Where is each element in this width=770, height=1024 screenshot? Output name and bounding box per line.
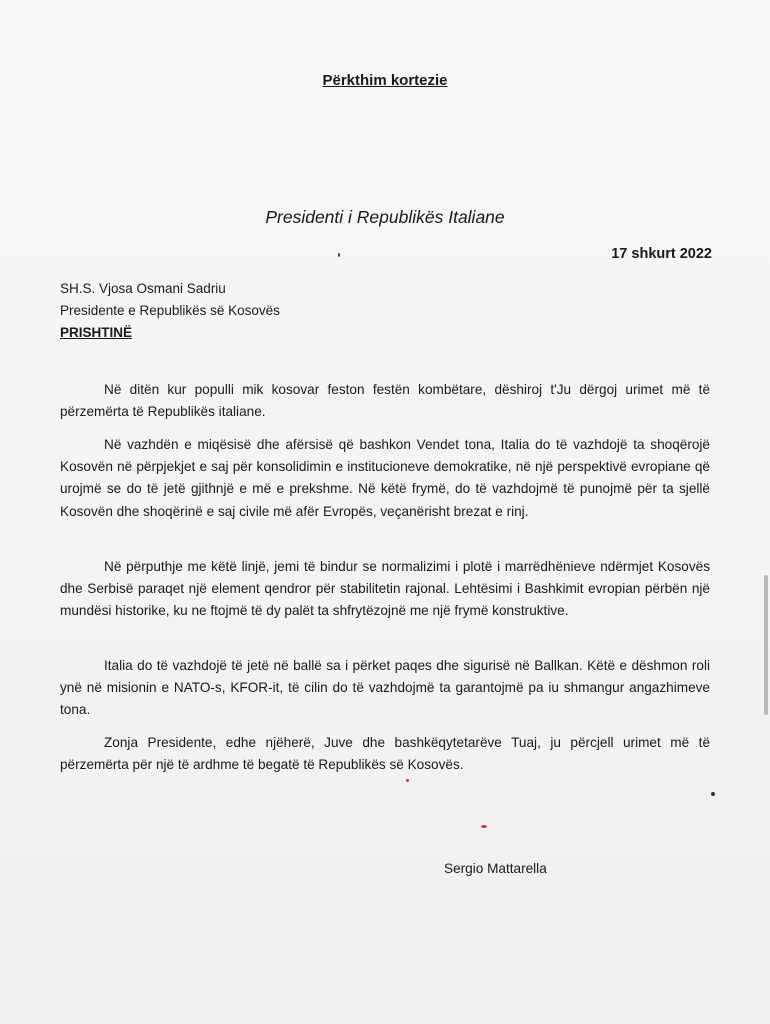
ink-dot — [711, 792, 715, 796]
recipient-name: SH.S. Vjosa Osmani Sadriu — [60, 281, 226, 296]
paragraph-5: Zonja Presidente, edhe njëherë, Juve dhe bashkëqytetarëve Tuaj, ju përcjell urimet më të përzemërta për një të ardhme të begatë të Republikës së Kosovës. — [60, 735, 710, 773]
paragraph-1: Në ditën kur populli mik kosovar feston festën kombëtare, dëshiroj t'Ju dërgoj urimet më të përzemërta të Republikës italiane. — [60, 382, 710, 420]
document-heading: Përkthim kortezie — [322, 72, 448, 89]
ink-dot — [338, 253, 340, 257]
signature-name: Sergio Mattarella — [444, 861, 547, 876]
ink-mark — [481, 825, 487, 828]
document-subtitle: Presidenti i Republikës Italiane — [265, 207, 505, 227]
paragraph-4: Italia do të vazhdojë të jetë në ballë sa i përket paqes dhe sigurisë në Ballkan. Këtë e dëshmon roli ynë në misionin e NATO-s, KFOR-it, të cilin do të vazhdojmë ta garantojmë pa iu shmangur angazhimeve tona. — [60, 658, 710, 718]
recipient-title: Presidente e Republikës së Kosovës — [60, 303, 280, 318]
letter-date: 17 shkurt 2022 — [611, 246, 712, 262]
paragraph-3: Në përputhje me këtë linjë, jemi të bindur se normalizimi i plotë i marrëdhënieve ndërmjet Kosovës dhe Serbisë paraqet një element qendror për stabilitetin rajonal. Lehtësimi i Bashkimit evropian përbën një mundësi historike, ku ne ftojmë të dy palët ta shfrytëzojnë me një frymë konstruktive. — [60, 559, 710, 619]
recipient-city: PRISHTINË — [60, 325, 133, 340]
ink-mark — [406, 779, 409, 782]
paragraph-2: Në vazhdën e miqësisë dhe afërsisë që bashkon Vendet tona, Italia do të vazhdojë ta shoqërojë Kosovën në përpjekjet e saj për konsolidimin e institucioneve demokratike, në një perspektivë evropiane që urojmë se do të jetë gjithnjë e më e prekshme. Në këtë frymë, do të vazhdojmë të punojmë për ta sjellë Kosovën dhe shoqërinë e saj civile më afër Evropës, veçanërisht brezat e rinj. — [60, 437, 710, 519]
scrollbar-thumb[interactable] — [764, 575, 768, 715]
